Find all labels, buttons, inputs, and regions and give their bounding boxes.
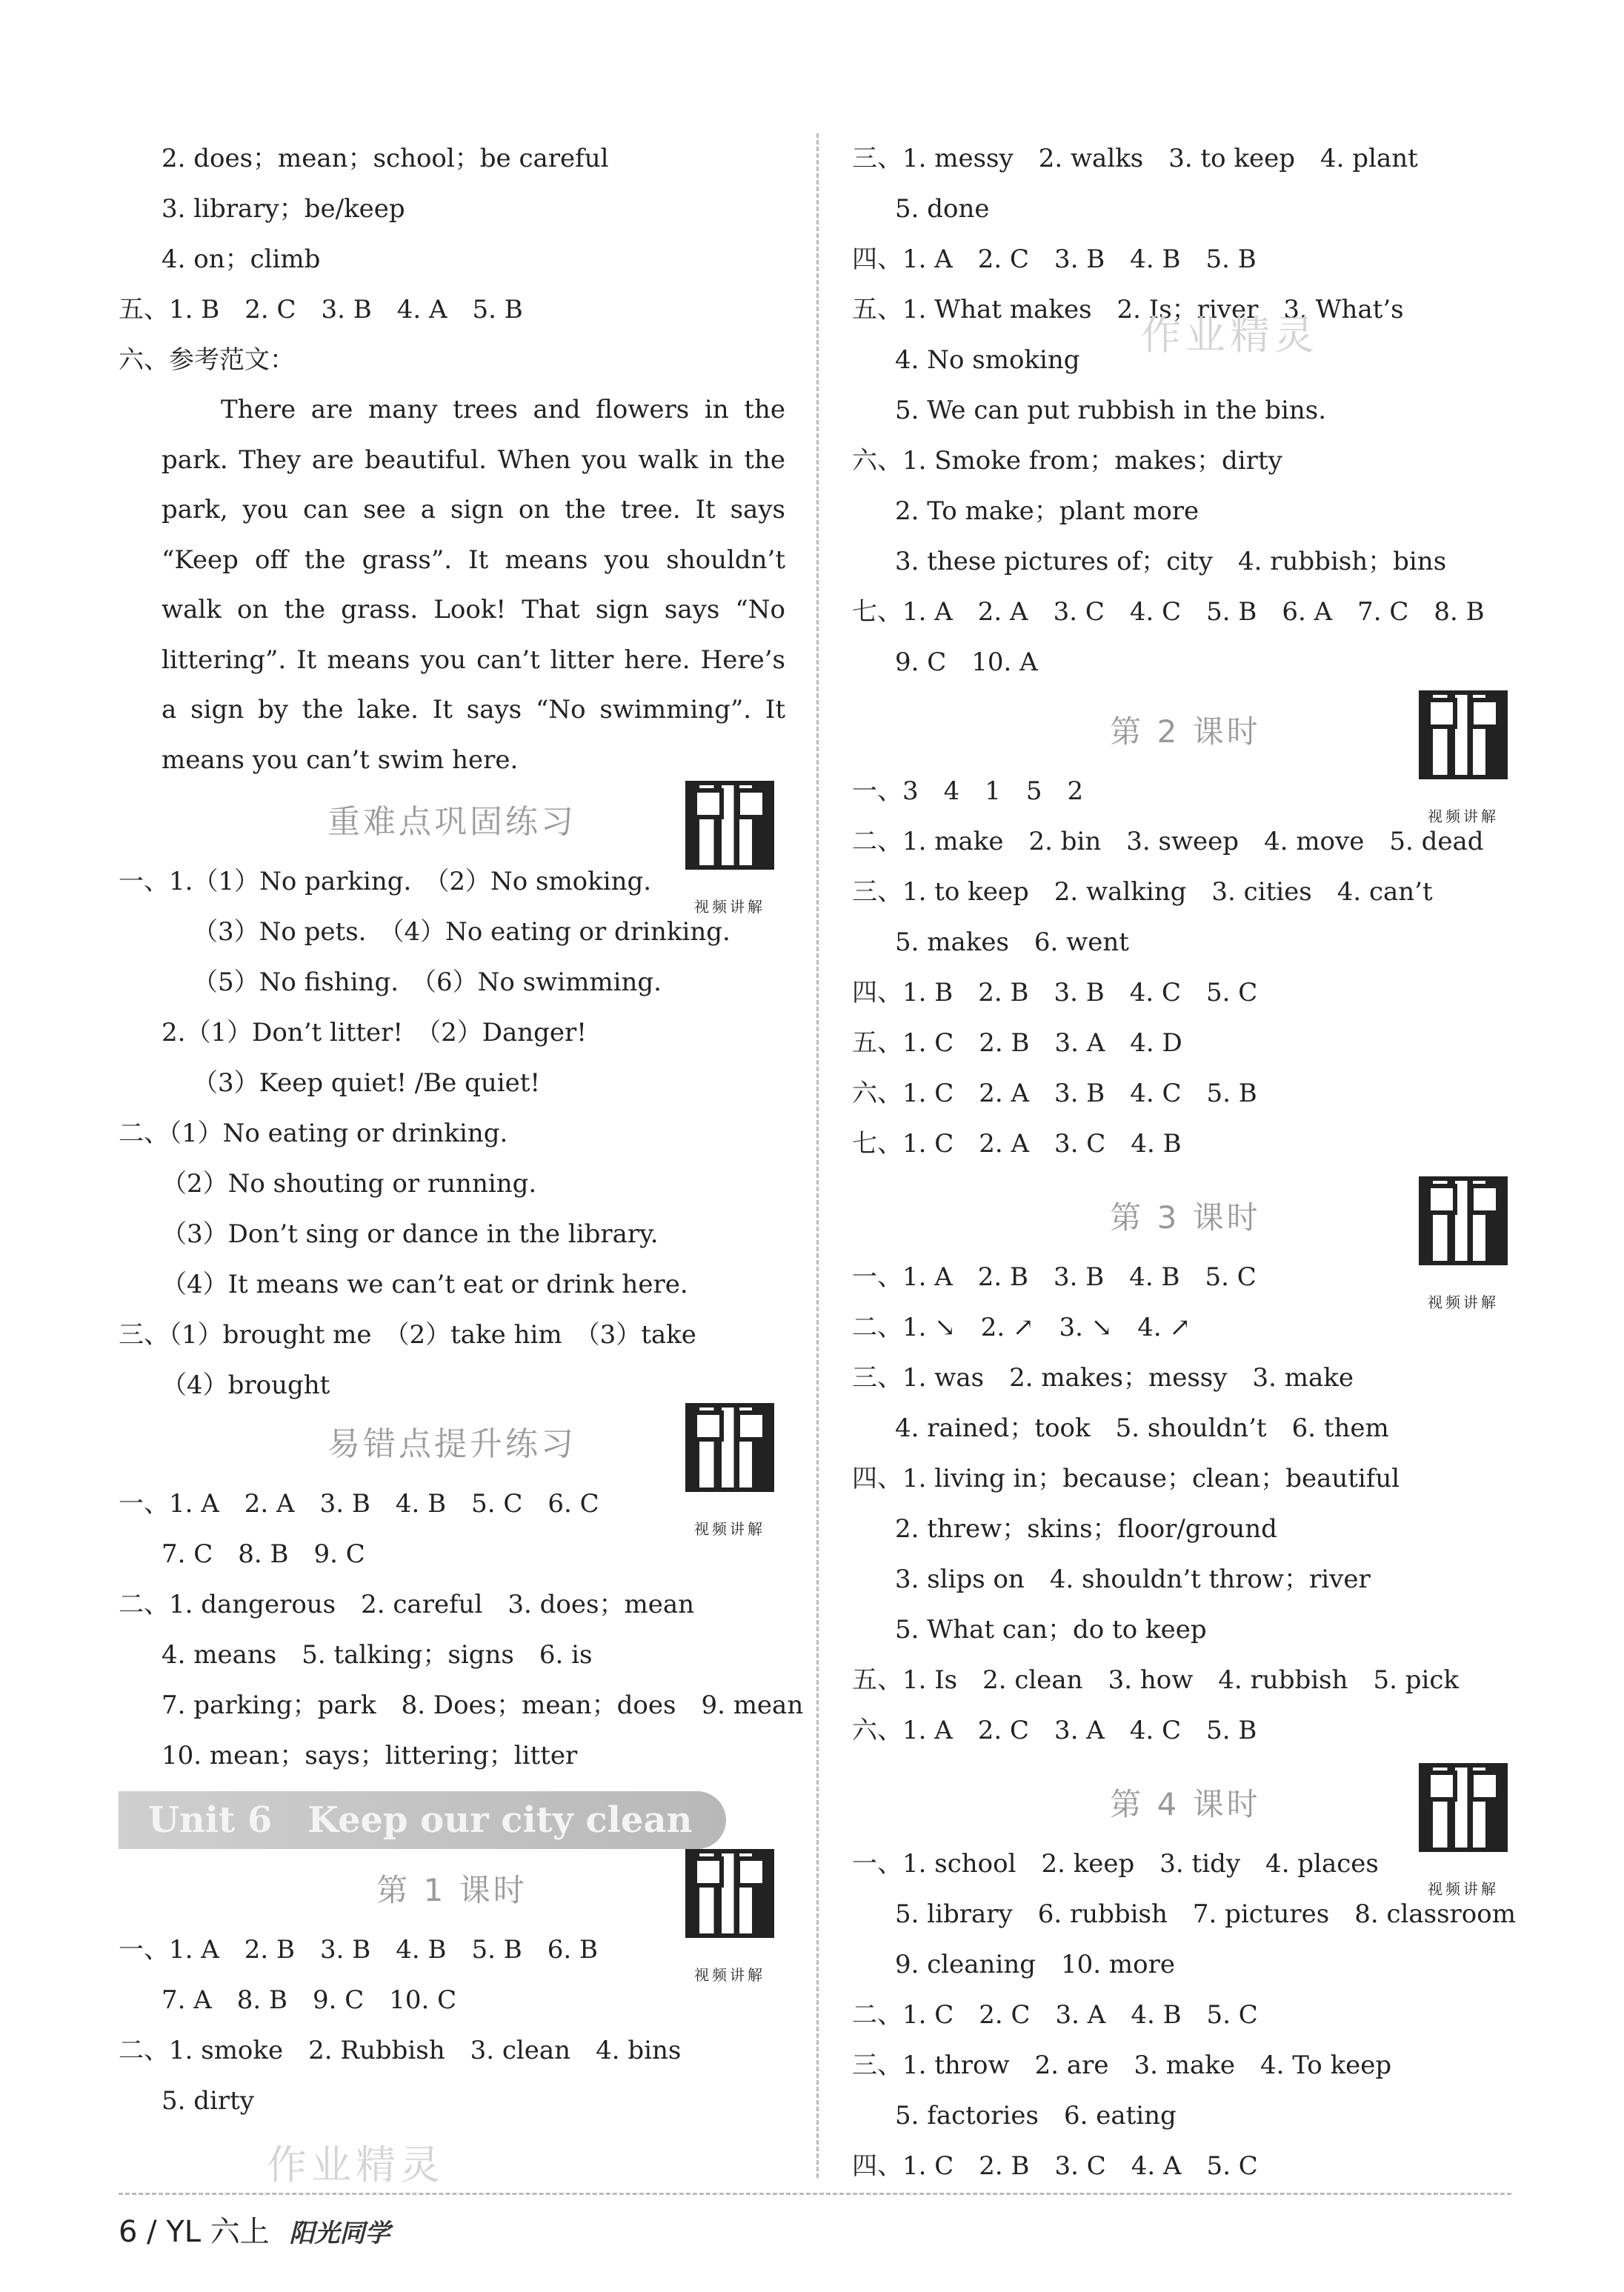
qr-caption: 视频讲解 (694, 1520, 765, 1538)
column-divider (816, 133, 819, 2178)
error-points-answers (119, 1479, 804, 1781)
answer-line: 六、1. C 2. A 3. B 4. C 5. B (852, 1079, 1257, 1108)
answer-line: （3）Keep quiet! /Be quiet! (193, 1068, 541, 1098)
answer-line: 2.（1）Don’t litter! （2）Danger! (162, 1018, 587, 1047)
answer-line: 5. dirty (162, 2086, 255, 2116)
answer-line: （2）No shouting or running. (162, 1169, 537, 1199)
answer-line: 五、1. B 2. C 3. B 4. A 5. B (119, 295, 523, 324)
answer-line: 一、1. A 2. B 3. B 4. B 5. B 6. B (119, 1935, 598, 1965)
answer-line: 5. done (895, 194, 990, 224)
answer-line: 五、1. Is 2. clean 3. how 4. rubbish 5. pick (852, 1665, 1459, 1695)
answer-line: 5. library 6. rubbish 7. pictures 8. classroom (895, 1899, 1516, 1929)
answer-line: 二、1. ↘ 2. ↗ 3. ↘ 4. ↗ (852, 1313, 1191, 1342)
answer-line: 7. A 8. B 9. C 10. C (162, 1985, 457, 2015)
brand-logo: 阳光同学 (289, 2219, 390, 2248)
lesson-4-answers (852, 1839, 1519, 2191)
lesson-title-text: 第 3 课时 (1110, 1199, 1261, 1236)
answer-line: 2. To make；plant more (895, 496, 1199, 526)
lesson-title-text: 第 2 课时 (1110, 713, 1261, 750)
answer-line: 二、1. C 2. C 3. A 4. B 5. C (852, 2000, 1258, 2030)
answer-line: 五、1. What makes 2. Is；river 3. What’s (852, 295, 1404, 324)
answer-line: 三、1. was 2. makes；messy 3. make (852, 1363, 1354, 1393)
answer-line: 四、1. B 2. B 3. B 4. C 5. C (852, 978, 1258, 1007)
answer-line: 7. C 8. B 9. C (162, 1539, 365, 1569)
answer-line: 9. cleaning 10. more (895, 1950, 1175, 1979)
lesson-3-answers (852, 1252, 1519, 1756)
qr-caption: 视频讲解 (1428, 1880, 1499, 1898)
footer-divider (119, 2193, 1511, 2195)
section-title-text: 易错点提升练习 (327, 1425, 576, 1463)
answer-line: 一、1. A 2. B 3. B 4. B 5. C (852, 1262, 1257, 1292)
watermark: 作业精灵 (267, 2142, 445, 2188)
answer-line: 四、1. A 2. C 3. B 4. B 5. B (852, 244, 1257, 274)
model-essay: There are many trees and flowers in the park. They are beautiful. When you walk in the park, you can see a sign on the tree. It says “Keep off the grass”. It means you shouldn’t walk on the grass. Look! That sign says “No littering”. It means you can’t litter here. Here’s a sign by the lake. It says “No swimming”. It means you can’t swim here. (162, 395, 785, 775)
answer-line: 四、1. living in；because；clean；beautiful (852, 1464, 1400, 1493)
answer-line: 7. parking；park 8. Does；mean；does 9. mean (162, 1690, 804, 1720)
answer-line: 2. threw；skins；floor/ground (895, 1514, 1277, 1544)
answer-line: 10. mean；says；littering；litter (162, 1741, 578, 1770)
key-points-answers (119, 856, 785, 1410)
right-column (852, 133, 1519, 2191)
answer-line: 二、1. make 2. bin 3. sweep 4. move 5. dead (852, 827, 1484, 856)
lesson-title-text: 第 1 课时 (376, 1872, 528, 1908)
answer-line: 4. on；climb (162, 244, 321, 274)
page-number-label: 6 / YL 六上 (119, 2215, 270, 2249)
answer-line: （3）Don’t sing or dance in the library. (162, 1219, 659, 1249)
answer-line: 二、1. dangerous 2. careful 3. does；mean (119, 1590, 695, 1619)
answer-line: 5. factories 6. eating (895, 2101, 1177, 2131)
answer-line: （5）No fishing. （6）No swimming. (193, 967, 662, 997)
answer-line: 一、1. school 2. keep 3. tidy 4. places (852, 1849, 1379, 1879)
answer-line: （4）It means we can’t eat or drink here. (162, 1270, 688, 1299)
answer-line: 一、3 4 1 5 2 (852, 776, 1084, 806)
answer-line: 一、1. A 2. A 3. B 4. B 5. C 6. C (119, 1489, 599, 1519)
left-column (119, 133, 804, 2126)
answer-line: 2. does；mean；school；be careful (162, 144, 609, 173)
answer-line: 一、1.（1）No parking. （2）No smoking. (119, 867, 652, 896)
answer-line: 六、1. A 2. C 3. A 4. C 5. B (852, 1716, 1257, 1745)
answer-line: 七、1. C 2. A 3. C 4. B (852, 1129, 1182, 1159)
answer-line: 5. What can；do to keep (895, 1615, 1207, 1645)
answer-line: 5. makes 6. went (895, 927, 1129, 957)
lesson-2-answers (852, 766, 1519, 1169)
answer-line: （4）brought (162, 1370, 330, 1400)
answer-line: 二、1. smoke 2. Rubbish 3. clean 4. bins (119, 2036, 682, 2065)
answer-line: 二、（1）No eating or drinking. (119, 1119, 508, 1148)
qr-caption: 视频讲解 (694, 1966, 765, 1984)
qr-caption: 视频讲解 (1428, 1293, 1499, 1311)
qr-caption: 视频讲解 (1428, 807, 1499, 825)
qr-caption: 视频讲解 (694, 898, 765, 916)
answer-line: 六、参考范文： (119, 345, 295, 375)
lesson-title-text: 第 4 课时 (1110, 1786, 1261, 1822)
left-top-answers (119, 133, 785, 385)
answer-line: 四、1. C 2. B 3. C 4. A 5. C (852, 2151, 1258, 2181)
answer-line: 4. No smoking (895, 345, 1080, 375)
answer-line: 3. library；be/keep (162, 194, 405, 224)
answer-line: 三、1. messy 2. walks 3. to keep 4. plant (852, 144, 1418, 173)
answer-line: 五、1. C 2. B 3. A 4. D (852, 1028, 1182, 1058)
watermark: 作业精灵 (1141, 312, 1319, 359)
answer-line: 3. slips on 4. shouldn’t throw；river (895, 1565, 1371, 1594)
section-title-text: 重难点巩固练习 (327, 803, 576, 841)
answer-line: 4. means 5. talking；signs 6. is (162, 1640, 593, 1670)
answer-line: 4. rained；took 5. shouldn’t 6. them (895, 1413, 1389, 1443)
answer-line: （3）No pets. （4）No eating or drinking. (193, 917, 731, 947)
answer-line: 七、1. A 2. A 3. C 4. C 5. B 6. A 7. C 8. B (852, 597, 1485, 627)
unit-banner: Unit 6 Keep our city clean (119, 1791, 726, 1849)
answer-line: 三、1. to keep 2. walking 3. cities 4. can’t (852, 877, 1433, 907)
answer-line: 三、1. throw 2. are 3. make 4. To keep (852, 2051, 1392, 2080)
answer-line: 9. C 10. A (895, 647, 1038, 677)
answer-line: 六、1. Smoke from；makes；dirty (852, 446, 1282, 476)
answer-line: 3. these pictures of；city 4. rubbish；bins (895, 547, 1447, 576)
right-top-answers (852, 133, 1519, 687)
page-footer (119, 2206, 390, 2258)
answer-line: 5. We can put rubbish in the bins. (895, 396, 1327, 425)
lesson-1-answers (119, 1925, 785, 2126)
answer-line: 三、（1）brought me （2）take him （3）take (119, 1320, 696, 1350)
